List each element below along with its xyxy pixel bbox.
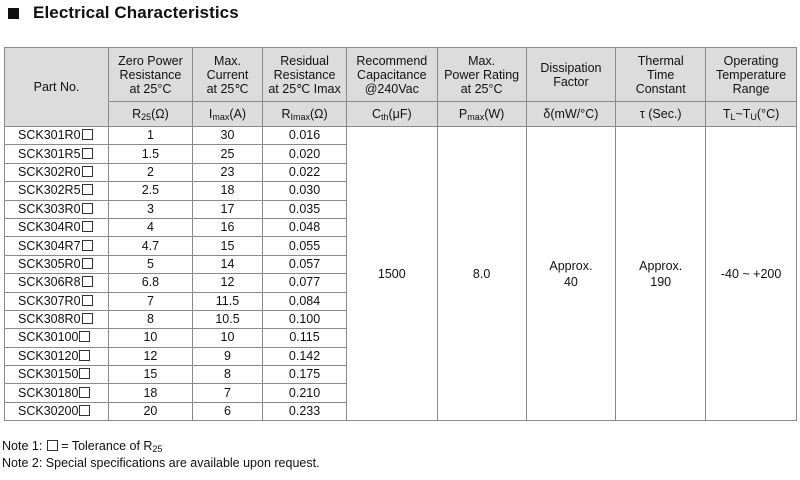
header-part-no: Part No. xyxy=(5,48,109,127)
cell-part-no xyxy=(5,145,109,163)
cell-r25: 15 xyxy=(109,366,193,384)
part-number: SCK302R5 xyxy=(18,183,81,198)
cell-r25: 12 xyxy=(109,347,193,365)
part-number: SCK304R7 xyxy=(18,238,81,253)
cell-rimax: 0.233 xyxy=(263,402,347,420)
part-number: SCK301R0 xyxy=(18,128,81,143)
header-unit-6 xyxy=(526,102,616,127)
tolerance-box-icon xyxy=(82,129,93,140)
cell-imax: 16 xyxy=(192,218,262,236)
cell-imax: 6 xyxy=(192,402,262,420)
cell-r25: 2.5 xyxy=(109,182,193,200)
unit-symbol: R xyxy=(281,107,291,121)
note-1-subscript: 25 xyxy=(152,444,163,454)
cell-imax: 11.5 xyxy=(192,292,262,310)
unit-symbol: R xyxy=(132,107,142,121)
part-number: SCK30150 xyxy=(18,367,79,382)
unit-rest: (°C) xyxy=(756,107,780,121)
unit-symbol: τ (Sec.) xyxy=(639,107,682,121)
part-number: SCK30120 xyxy=(18,348,79,363)
tolerance-box-icon xyxy=(79,387,90,398)
header-unit-1 xyxy=(109,102,193,127)
tolerance-box-icon xyxy=(82,221,93,232)
unit-rest: (Ω) xyxy=(151,107,169,121)
cell-part-no xyxy=(5,329,109,347)
cell-imax: 23 xyxy=(192,163,262,181)
header-unit-4 xyxy=(346,102,437,127)
cell-rimax: 0.210 xyxy=(263,384,347,402)
cell-imax: 12 xyxy=(192,274,262,292)
cell-part-no xyxy=(5,237,109,255)
cell-r25: 10 xyxy=(109,329,193,347)
unit-symbol: T xyxy=(722,107,731,121)
cell-rimax: 0.030 xyxy=(263,182,347,200)
cell-part-no xyxy=(5,347,109,365)
header-col-8: Operating Temperature Range xyxy=(706,48,797,102)
cell-r25: 6.8 xyxy=(109,274,193,292)
cell-rimax: 0.100 xyxy=(263,310,347,328)
header-col-3: Residual Resistance at 25℃ Imax xyxy=(263,48,347,102)
cell-r25: 18 xyxy=(109,384,193,402)
unit-symbol: I xyxy=(208,107,213,121)
cell-part-no xyxy=(5,402,109,420)
part-number: SCK303R0 xyxy=(18,201,81,216)
unit-symbol: δ(mW/°C) xyxy=(543,107,599,121)
cell-rimax: 0.115 xyxy=(263,329,347,347)
unit-symbol: C xyxy=(371,107,381,121)
cell-part-no xyxy=(5,384,109,402)
cell-shared-temp_range: -40 ~ +200 xyxy=(706,127,797,421)
cell-r25: 3 xyxy=(109,200,193,218)
header-row-labels xyxy=(5,48,797,102)
tolerance-box-icon xyxy=(79,368,90,379)
cell-r25: 7 xyxy=(109,292,193,310)
part-number: SCK30180 xyxy=(18,385,79,400)
unit-subscript: L xyxy=(730,112,736,122)
cell-shared-thermal: Approx. 190 xyxy=(616,127,706,421)
unit-subscript: max xyxy=(467,112,485,122)
cell-part-no xyxy=(5,218,109,236)
note-1-prefix: Note 1: xyxy=(2,439,43,453)
header-col-6: Dissipation Factor xyxy=(526,48,616,102)
tolerance-box-icon xyxy=(82,295,93,306)
header-unit-7 xyxy=(616,102,706,127)
part-number: SCK30200 xyxy=(18,404,79,419)
header-row-units xyxy=(5,102,797,127)
tolerance-box-icon xyxy=(79,405,90,416)
cell-rimax: 0.048 xyxy=(263,218,347,236)
cell-imax: 18 xyxy=(192,182,262,200)
cell-imax: 25 xyxy=(192,145,262,163)
tolerance-box-icon xyxy=(79,331,90,342)
cell-shared-capacitance: 1500 xyxy=(346,127,437,421)
cell-r25: 2 xyxy=(109,163,193,181)
cell-imax: 9 xyxy=(192,347,262,365)
cell-rimax: 0.016 xyxy=(263,127,347,145)
tolerance-box-icon xyxy=(82,313,93,324)
cell-imax: 10 xyxy=(192,329,262,347)
tolerance-box-icon xyxy=(79,350,90,361)
cell-imax: 8 xyxy=(192,366,262,384)
header-col-2: Max. Current at 25℃ xyxy=(192,48,262,102)
part-number: SCK306R8 xyxy=(18,275,81,290)
table-notes xyxy=(2,438,320,472)
cell-rimax: 0.142 xyxy=(263,347,347,365)
header-unit-5 xyxy=(437,102,526,127)
tolerance-box-icon xyxy=(82,203,93,214)
cell-r25: 4 xyxy=(109,218,193,236)
unit-subscript: 25 xyxy=(141,112,152,122)
cell-shared-dissipation: Approx. 40 xyxy=(526,127,616,421)
header-col-5: Max. Power Rating at 25°C xyxy=(437,48,526,102)
cell-rimax: 0.020 xyxy=(263,145,347,163)
unit-subscript: Imax xyxy=(290,112,310,122)
unit-rest: (Ω) xyxy=(309,107,328,121)
tolerance-box-icon xyxy=(82,258,93,269)
unit-subscript: max xyxy=(212,112,230,122)
unit-symbol: P xyxy=(458,107,468,121)
unit-subscript: th xyxy=(380,112,389,122)
cell-rimax: 0.022 xyxy=(263,163,347,181)
part-number: SCK307R0 xyxy=(18,293,81,308)
part-number: SCK30100 xyxy=(18,330,79,345)
cell-part-no xyxy=(5,310,109,328)
cell-r25: 1.5 xyxy=(109,145,193,163)
note-1 xyxy=(2,438,320,455)
part-number: SCK305R0 xyxy=(18,256,81,271)
section-title: Electrical Characteristics xyxy=(33,3,239,22)
header-col-7: Thermal Time Constant xyxy=(616,48,706,102)
cell-r25: 20 xyxy=(109,402,193,420)
cell-r25: 4.7 xyxy=(109,237,193,255)
cell-imax: 30 xyxy=(192,127,262,145)
cell-rimax: 0.084 xyxy=(263,292,347,310)
cell-imax: 7 xyxy=(192,384,262,402)
cell-imax: 14 xyxy=(192,255,262,273)
cell-rimax: 0.057 xyxy=(263,255,347,273)
tolerance-box-icon xyxy=(82,240,93,251)
table-header xyxy=(5,48,797,127)
note-2: Note 2: Special specifications are available upon request. xyxy=(2,456,320,470)
section-title-row xyxy=(8,3,239,23)
part-number: SCK301R5 xyxy=(18,146,81,161)
part-number: SCK304R0 xyxy=(18,220,81,235)
cell-part-no xyxy=(5,127,109,145)
tolerance-box-icon xyxy=(47,440,58,451)
header-col-4: Recommend Capacitance @240Vac xyxy=(346,48,437,102)
header-unit-2 xyxy=(192,102,262,127)
cell-part-no xyxy=(5,200,109,218)
cell-imax: 10.5 xyxy=(192,310,262,328)
table-body xyxy=(5,127,797,421)
cell-rimax: 0.035 xyxy=(263,200,347,218)
unit-rest: (W) xyxy=(484,107,505,121)
cell-imax: 15 xyxy=(192,237,262,255)
cell-rimax: 0.077 xyxy=(263,274,347,292)
cell-r25: 5 xyxy=(109,255,193,273)
cell-shared-power: 8.0 xyxy=(437,127,526,421)
table-row xyxy=(5,127,797,145)
tolerance-box-icon xyxy=(82,148,93,159)
electrical-characteristics-table xyxy=(4,47,797,421)
cell-part-no xyxy=(5,163,109,181)
note-1-text: = Tolerance of R xyxy=(57,439,153,453)
header-unit-3 xyxy=(263,102,347,127)
bullet-square-icon xyxy=(8,8,19,19)
unit-subscript-2: U xyxy=(750,112,757,122)
header-col-1: Zero Power Resistance at 25°C xyxy=(109,48,193,102)
unit-rest: (μF) xyxy=(388,107,412,121)
part-number: SCK302R0 xyxy=(18,164,81,179)
header-unit-8 xyxy=(706,102,797,127)
cell-imax: 17 xyxy=(192,200,262,218)
tolerance-box-icon xyxy=(82,166,93,177)
cell-part-no xyxy=(5,292,109,310)
tolerance-box-icon xyxy=(82,276,93,287)
cell-part-no xyxy=(5,366,109,384)
tolerance-box-icon xyxy=(82,184,93,195)
unit-symbol-mid: ~T xyxy=(735,107,751,121)
cell-r25: 8 xyxy=(109,310,193,328)
cell-part-no xyxy=(5,274,109,292)
part-number: SCK308R0 xyxy=(18,312,81,327)
cell-part-no xyxy=(5,182,109,200)
cell-rimax: 0.175 xyxy=(263,366,347,384)
unit-rest: (A) xyxy=(229,107,247,121)
cell-rimax: 0.055 xyxy=(263,237,347,255)
cell-part-no xyxy=(5,255,109,273)
cell-r25: 1 xyxy=(109,127,193,145)
